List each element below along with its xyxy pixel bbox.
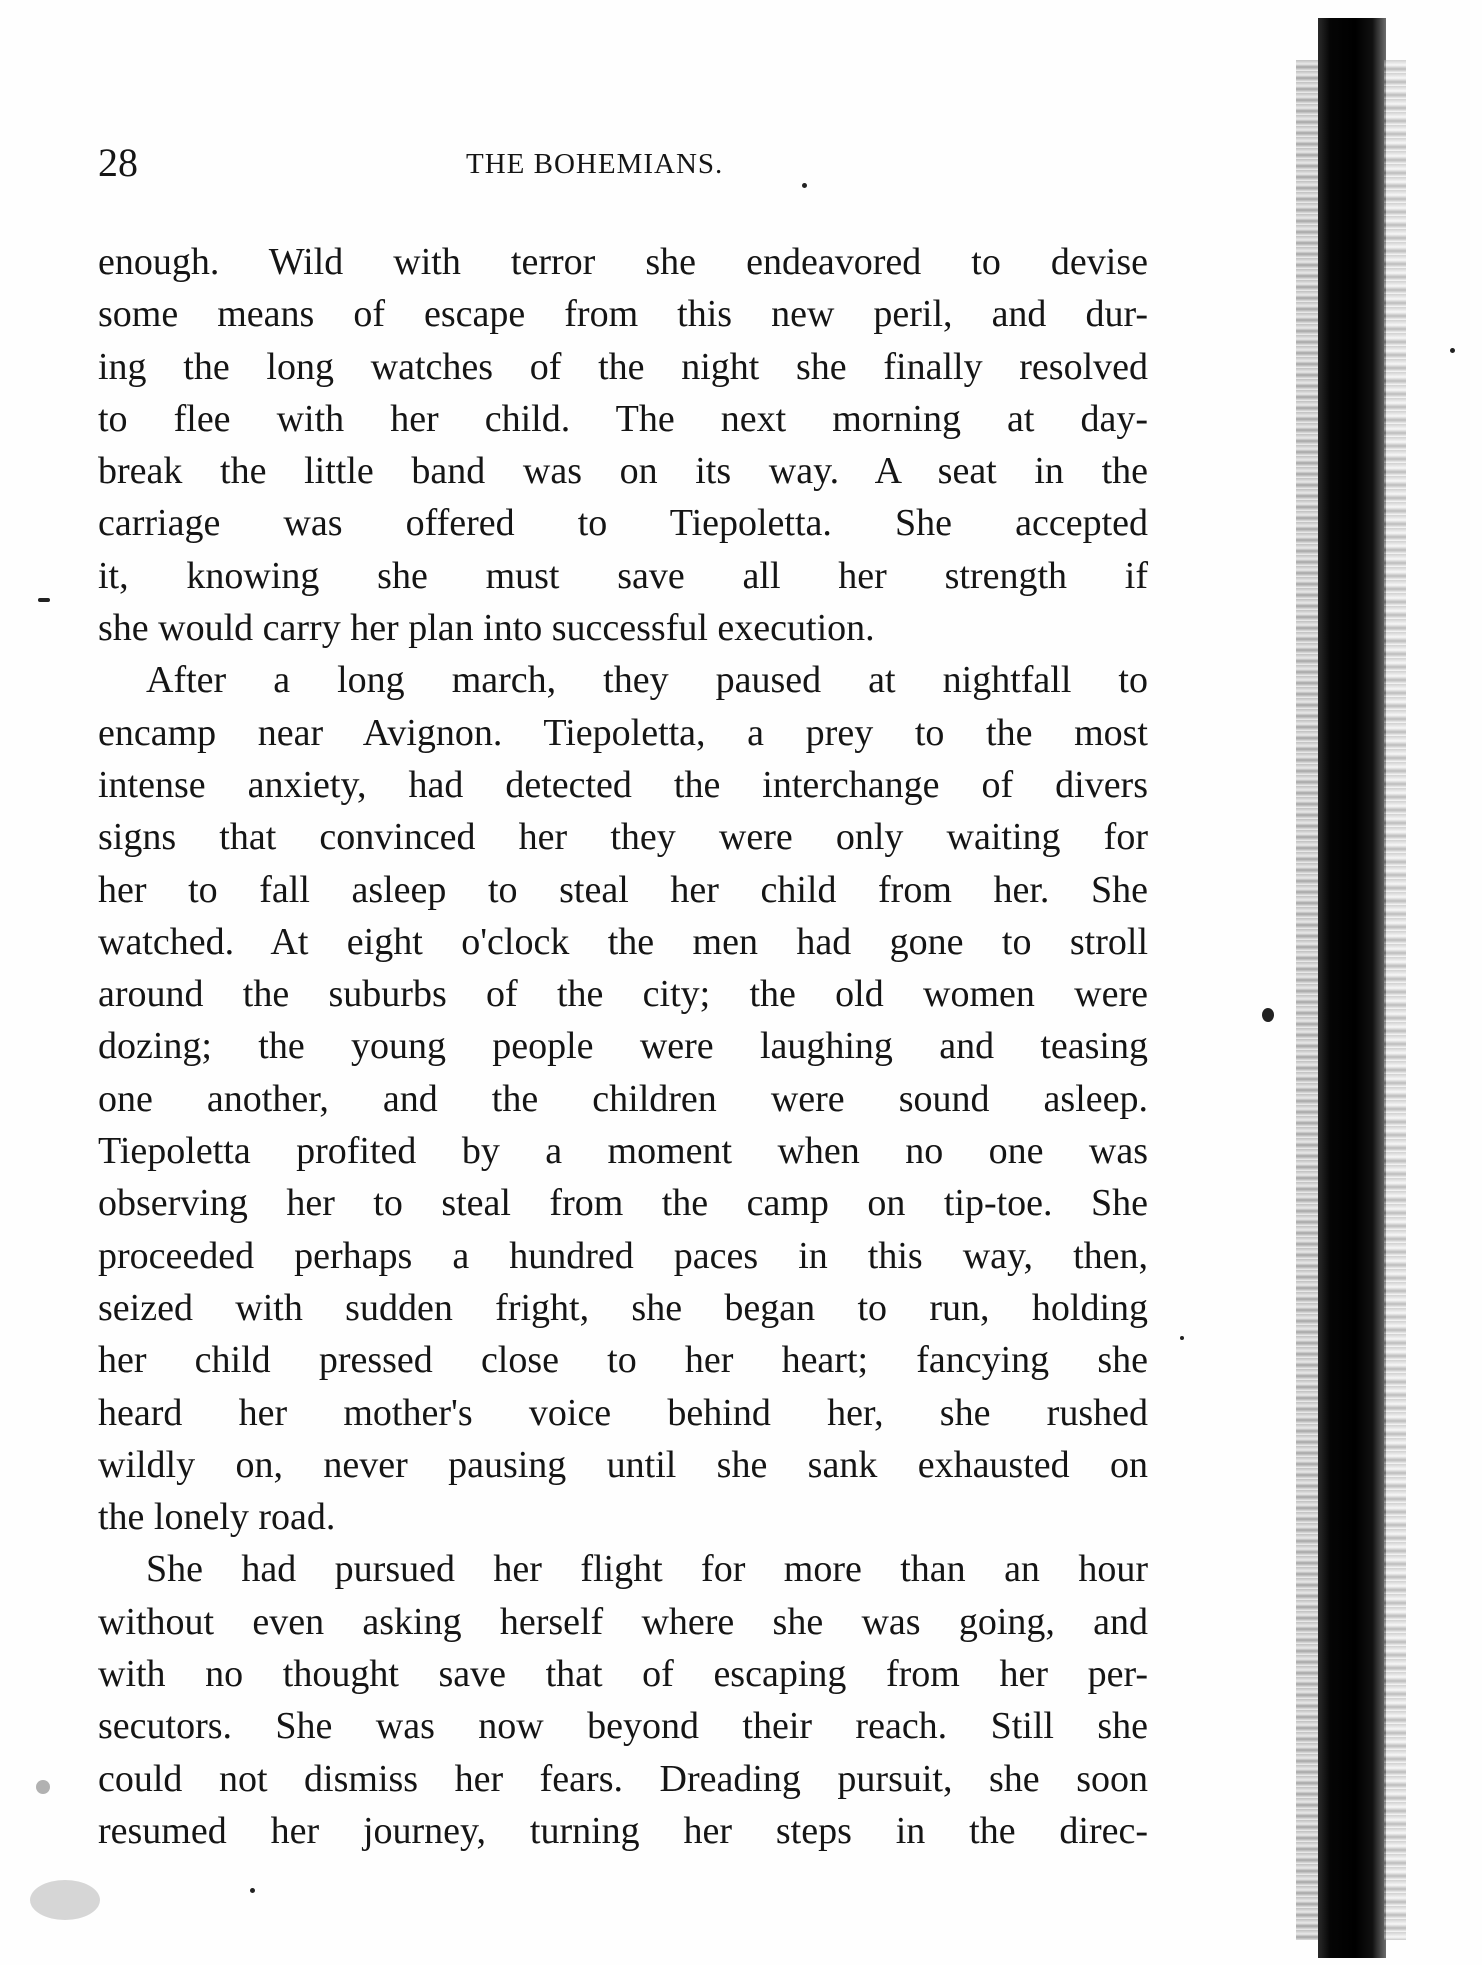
page-number: 28 (98, 140, 138, 185)
text-line: the lonely road. (98, 1496, 336, 1539)
text-line: watched. At eight o'clock the men had gone to stroll (98, 920, 1148, 963)
text-line: break the little band was on its way. A seat in the (98, 450, 1148, 493)
running-title: THE BOHEMIANS. (466, 148, 724, 180)
text-line: to flee with her child. The next morning at day- (98, 397, 1148, 440)
text-line: ing the long watches of the night she finally resolved (98, 345, 1148, 388)
page-header (98, 138, 1158, 188)
text-line: around the suburbs of the city; the old women were (98, 973, 1148, 1016)
scan-speck (30, 1880, 100, 1920)
text-line: her to fall asleep to steal her child from her. She (98, 868, 1148, 911)
text-line: secutors. She was now beyond their reach. Still she (98, 1705, 1148, 1748)
text-line: encamp near Avignon. Tiepoletta, a prey to the most (98, 711, 1148, 754)
text-line: She had pursued her flight for more than an hour (146, 1548, 1148, 1591)
text-line: heard her mother's voice behind her, she rushed (98, 1391, 1148, 1434)
text-line: resumed her journey, turning her steps in the direc- (98, 1809, 1148, 1852)
text-line: it, knowing she must save all her strength if (98, 554, 1148, 597)
text-line: some means of escape from this new peril, and dur- (98, 293, 1148, 336)
text-line: intense anxiety, had detected the interchange of divers (98, 763, 1148, 806)
text-line: carriage was offered to Tiepoletta. She accepted (98, 502, 1148, 545)
text-line: wildly on, never pausing until she sank exhausted on (98, 1443, 1148, 1486)
scan-speck (38, 598, 50, 602)
text-line: could not dismiss her fears. Dreading pursuit, she soon (98, 1757, 1148, 1800)
binding-shadow (1318, 18, 1386, 1958)
body-text (98, 236, 1148, 1857)
text-line: her child pressed close to her heart; fancying she (98, 1339, 1148, 1382)
text-line: proceeded perhaps a hundred paces in this way, then, (98, 1234, 1148, 1277)
text-line: observing her to steal from the camp on tip-toe. She (98, 1182, 1148, 1225)
scan-speck (250, 1888, 255, 1893)
text-line: seized with sudden fright, she began to run, holding (98, 1286, 1148, 1329)
scan-speck (1180, 1336, 1184, 1340)
text-line: After a long march, they paused at nightfall to (146, 659, 1148, 702)
text-line: one another, and the children were sound asleep. (98, 1077, 1148, 1120)
text-line: she would carry her plan into successful execution. (98, 607, 875, 650)
text-line: signs that convinced her they were only waiting for (98, 816, 1148, 859)
scan-speck (1262, 1008, 1274, 1022)
text-line: dozing; the young people were laughing and teasing (98, 1025, 1148, 1068)
text-line: without even asking herself where she was going, and (98, 1600, 1148, 1643)
binding-edge-right (1384, 60, 1406, 1940)
text-line: enough. Wild with terror she endeavored to devise (98, 241, 1148, 283)
scan-speck (1450, 348, 1455, 353)
scan-speck (802, 183, 807, 188)
text-line: Tiepoletta profited by a moment when no one was (98, 1130, 1148, 1173)
scan-speck (36, 1780, 50, 1794)
text-line: with no thought save that of escaping from her per- (98, 1653, 1148, 1696)
